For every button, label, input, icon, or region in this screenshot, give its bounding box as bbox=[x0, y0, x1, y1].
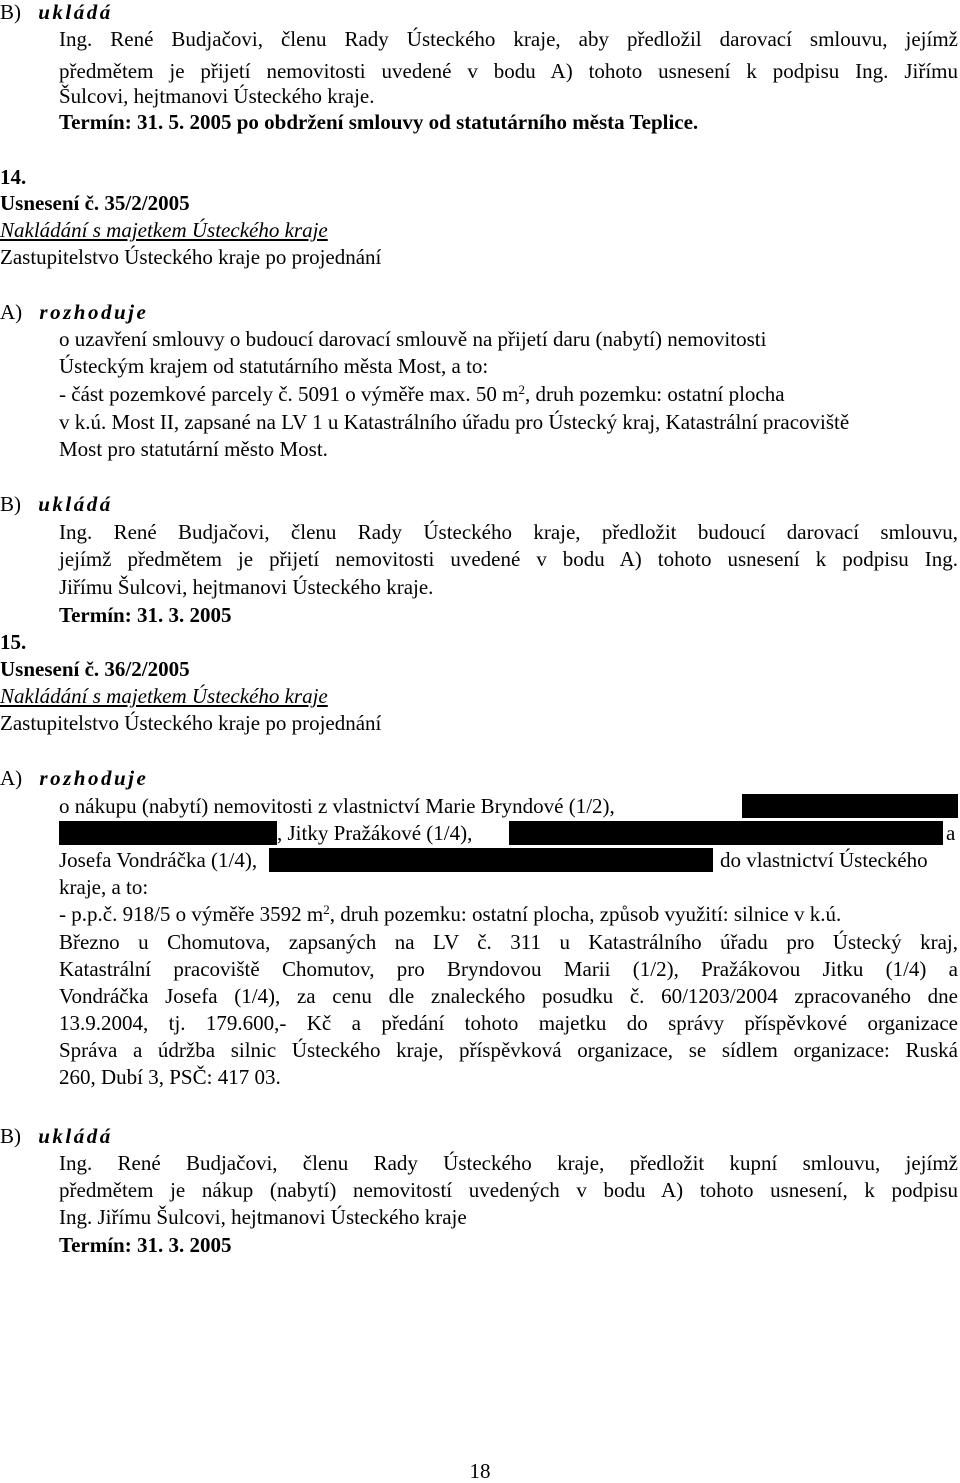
paragraph-line: Březno u Chomutova, zapsaných na LV č. 311 u Katastrálního úřadu pro Ústecký kraj, bbox=[59, 930, 958, 954]
redaction-bar bbox=[742, 794, 958, 818]
resolution-label: Usnesení č. bbox=[0, 191, 100, 215]
a-heading bbox=[0, 766, 148, 790]
b-heading-prefix: B) bbox=[0, 492, 21, 516]
paragraph-line: jejímž předmětem je přijetí nemovitosti uvedené v bodu A) tohoto usnesení k podpisu Ing. bbox=[59, 547, 958, 571]
resolution-intro: Zastupitelstvo Ústeckého kraje po projednání bbox=[0, 245, 382, 269]
b-heading-word: ukládá bbox=[38, 1124, 113, 1148]
paragraph-line: do vlastnictví Ústeckého bbox=[720, 848, 928, 872]
item-number: 14. bbox=[0, 165, 27, 189]
paragraph-line: v k.ú. Most II, zapsané na LV 1 u Katastrálního úřadu pro Ústecký kraj, Katastrální pracoviště bbox=[59, 410, 850, 434]
deadline: Termín: 31. 3. 2005 bbox=[59, 603, 232, 627]
resolution-number: 36/2/2005 bbox=[104, 657, 190, 681]
deadline: Termín: 31. 5. 2005 po obdržení smlouvy od statutárního města Teplice. bbox=[59, 110, 699, 134]
paragraph-line: Ústeckým krajem od statutárního města Most, a to: bbox=[59, 354, 489, 378]
a-heading-word: rozhoduje bbox=[39, 300, 149, 324]
item-number: 15. bbox=[0, 630, 27, 654]
resolution-topic: Nakládání s majetkem Ústeckého kraje bbox=[0, 684, 328, 708]
paragraph-line: předmětem je přijetí nemovitosti uvedené v bodu A) tohoto usnesení k podpisu Ing. Jiřímu bbox=[59, 59, 958, 83]
redaction-bar bbox=[509, 821, 943, 845]
paragraph-line: 260, Dubí 3, PSČ: 417 03. bbox=[59, 1065, 281, 1089]
area-text: - p.p.č. 918/5 o výměře 3592 m bbox=[59, 902, 324, 926]
b-heading bbox=[0, 492, 113, 516]
area-text: - část pozemkové parcely č. 5091 o výměře max. 50 m bbox=[59, 382, 519, 406]
paragraph-line: Ing. René Budjačovi, členu Rady Ústeckého kraje, aby předložil darovací smlouvu, jejímž bbox=[59, 27, 958, 51]
area-unit-exponent: 2 bbox=[323, 902, 330, 917]
resolution-topic: Nakládání s majetkem Ústeckého kraje bbox=[0, 218, 328, 242]
b-heading-prefix: B) bbox=[0, 1124, 21, 1148]
page-number: 18 bbox=[469, 1459, 491, 1483]
resolution-label: Usnesení č. bbox=[0, 657, 100, 681]
b-heading-prefix: B) bbox=[0, 0, 21, 24]
paragraph-line: Josefa Vondráčka (1/4), bbox=[59, 848, 258, 872]
paragraph-line: Šulcovi, hejtmanovi Ústeckého kraje. bbox=[59, 84, 375, 108]
b-heading-word: ukládá bbox=[38, 492, 113, 516]
b-heading bbox=[0, 1124, 113, 1148]
a-heading-prefix: A) bbox=[0, 766, 23, 790]
paragraph-line: předmětem je nákup (nabytí) nemovitostí uvedených v bodu A) tohoto usnesení, k podpisu bbox=[59, 1178, 958, 1202]
resolution-heading bbox=[0, 191, 190, 215]
a-heading bbox=[0, 300, 148, 324]
area-text-rest: , druh pozemku: ostatní plocha, způsob využití: silnice v k.ú. bbox=[329, 902, 842, 926]
a-heading-prefix: A) bbox=[0, 300, 23, 324]
area-unit-exponent: 2 bbox=[518, 382, 526, 397]
b-heading-word: ukládá bbox=[38, 0, 113, 24]
paragraph-line bbox=[59, 382, 785, 406]
paragraph-line: Ing. René Budjačovi, členu Rady Ústeckého kraje, předložit kupní smlouvu, jejímž bbox=[59, 1151, 958, 1175]
paragraph-line: o uzavření smlouvy o budoucí darovací smlouvě na přijetí daru (nabytí) nemovitosti bbox=[59, 327, 767, 351]
redaction-bar bbox=[59, 821, 277, 845]
paragraph-line: Jiřímu Šulcovi, hejtmanovi Ústeckého kraje. bbox=[59, 575, 434, 599]
b-heading bbox=[0, 0, 113, 24]
resolution-number: 35/2/2005 bbox=[104, 191, 190, 215]
paragraph-line: o nákupu (nabytí) nemovitosti z vlastnictví Marie Bryndové (1/2), bbox=[59, 794, 615, 818]
deadline: Termín: 31. 3. 2005 bbox=[59, 1233, 232, 1257]
resolution-intro: Zastupitelstvo Ústeckého kraje po projednání bbox=[0, 711, 382, 735]
paragraph-line bbox=[59, 902, 841, 926]
redaction-bar bbox=[269, 848, 713, 872]
paragraph-line: Vondráčka Josefa (1/4), za cenu dle znaleckého posudku č. 60/1203/2004 zpracovaného dne bbox=[59, 984, 958, 1008]
a-heading-word: rozhoduje bbox=[39, 766, 149, 790]
paragraph-line: Správa a údržba silnic Ústeckého kraje, příspěvková organizace, se sídlem organizace: Ruská bbox=[59, 1038, 958, 1062]
paragraph-line: Most pro statutární město Most. bbox=[59, 437, 328, 461]
area-text-rest: , druh pozemku: ostatní plocha bbox=[525, 382, 785, 406]
paragraph-line: Ing. Jiřímu Šulcovi, hejtmanovi Ústeckého kraje bbox=[59, 1205, 467, 1229]
resolution-heading bbox=[0, 657, 190, 681]
paragraph-line: Ing. René Budjačovi, členu Rady Ústeckého kraje, předložit budoucí darovací smlouvu, bbox=[59, 520, 958, 544]
paragraph-line: kraje, a to: bbox=[59, 875, 149, 899]
paragraph-line: a bbox=[946, 821, 956, 845]
paragraph-line: , Jitky Pražákové (1/4), bbox=[277, 821, 473, 845]
paragraph-line: 13.9.2004, tj. 179.600,- Kč a předání tohoto majetku do správy příspěvkové organizace bbox=[59, 1011, 958, 1035]
paragraph-line: Katastrální pracoviště Chomutov, pro Bryndovou Marii (1/2), Pražákovou Jitku (1/4) a bbox=[59, 957, 958, 981]
